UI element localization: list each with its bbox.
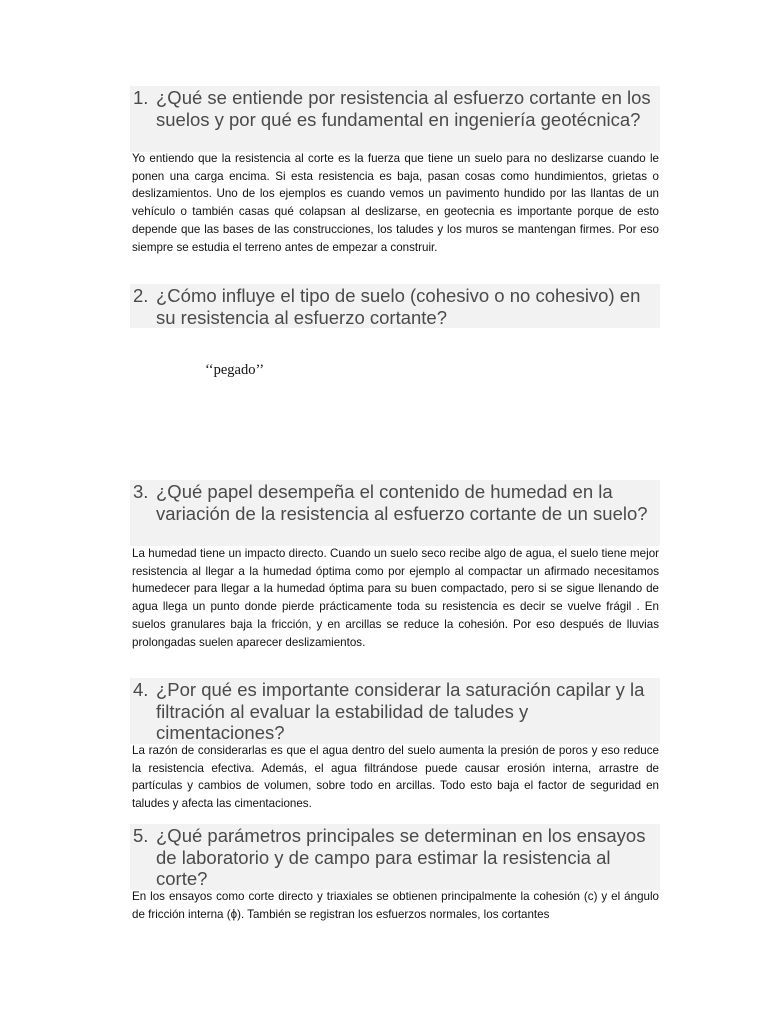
question-number: 5.	[133, 825, 149, 846]
answer-1: Yo entiendo que la resistencia al corte es la fuerza que tiene un suelo para no deslizarse cuando le ponen una carga encima. Si esta resistencia es baja, pasan cosas como hundimientos, grietas o deslizamientos. Uno de los ejemplos es cuando vemos un pavimento hundido por las llantas de un vehículo o también casas qué colapsan al deslizarse, en geotecnia es importante porque de esto depende que las bases de las construcciones, los taludes y los muros se mantengan firmes. Por eso siempre se estudia el terreno antes de empezar a construir.	[132, 152, 659, 254]
question-5-heading	[130, 824, 660, 890]
question-text: ¿Qué papel desempeña el contenido de humedad en la variación de la resistencia al esfuerzo cortante de un suelo?	[156, 481, 648, 524]
answer-5: En los ensayos como corte directo y triaxiales se obtienen principalmente la cohesión (c) y el ángulo de fricción interna (ϕ). También se registran los esfuerzos normales, los cortantes	[132, 890, 659, 921]
question-4-heading	[130, 678, 660, 744]
answer-4: La razón de considerarlas es que el agua dentro del suelo aumenta la presión de poros y eso reduce la resistencia efectiva. Además, el agua filtrándose puede causar erosión interna, arrastre de partículas y cambios de volumen, sobre todo en arcillas. Todo esto baja el factor de seguridad en taludes y afecta las cimentaciones.	[132, 744, 659, 811]
question-number: 2.	[133, 285, 149, 306]
question-number: 4.	[133, 679, 149, 700]
question-text: ¿Qué se entiende por resistencia al esfuerzo cortante en los suelos y por qué es fundamental en ingeniería geotécnica?	[156, 87, 651, 130]
question-text: ¿Cómo influye el tipo de suelo (cohesivo o no cohesivo) en su resistencia al esfuerzo cortante?	[156, 285, 641, 328]
question-3-heading	[130, 480, 660, 546]
question-1-heading	[130, 86, 660, 152]
question-text: ¿Por qué es importante considerar la saturación capilar y la filtración al evaluar la estabilidad de taludes y cimentaciones?	[156, 679, 645, 743]
question-2-heading	[130, 284, 660, 328]
question-number: 3.	[133, 481, 149, 502]
answer-3: La humedad tiene un impacto directo. Cuando un suelo seco recibe algo de agua, el suelo tiene mejor resistencia al llegar a la humedad óptima como por ejemplo al compactar un afirmado necesitamos humedecer para llegar a la humedad óptima para su buen compactado, pero si se sigue llenando de agua llega un punto donde pierde prácticamente toda su resistencia es decir se vuelve frágil . En suelos granulares baja la fricción, y en arcillas se reduce la cohesión. Por eso después de lluvias prolongadas suelen aparecer deslizamientos.	[132, 547, 659, 649]
answer-2-pasted-word: ‘‘pegado’’	[205, 362, 265, 378]
question-number: 1.	[133, 87, 149, 108]
question-text: ¿Qué parámetros principales se determinan en los ensayos de laboratorio y de campo para estimar la resistencia al corte?	[156, 825, 646, 889]
